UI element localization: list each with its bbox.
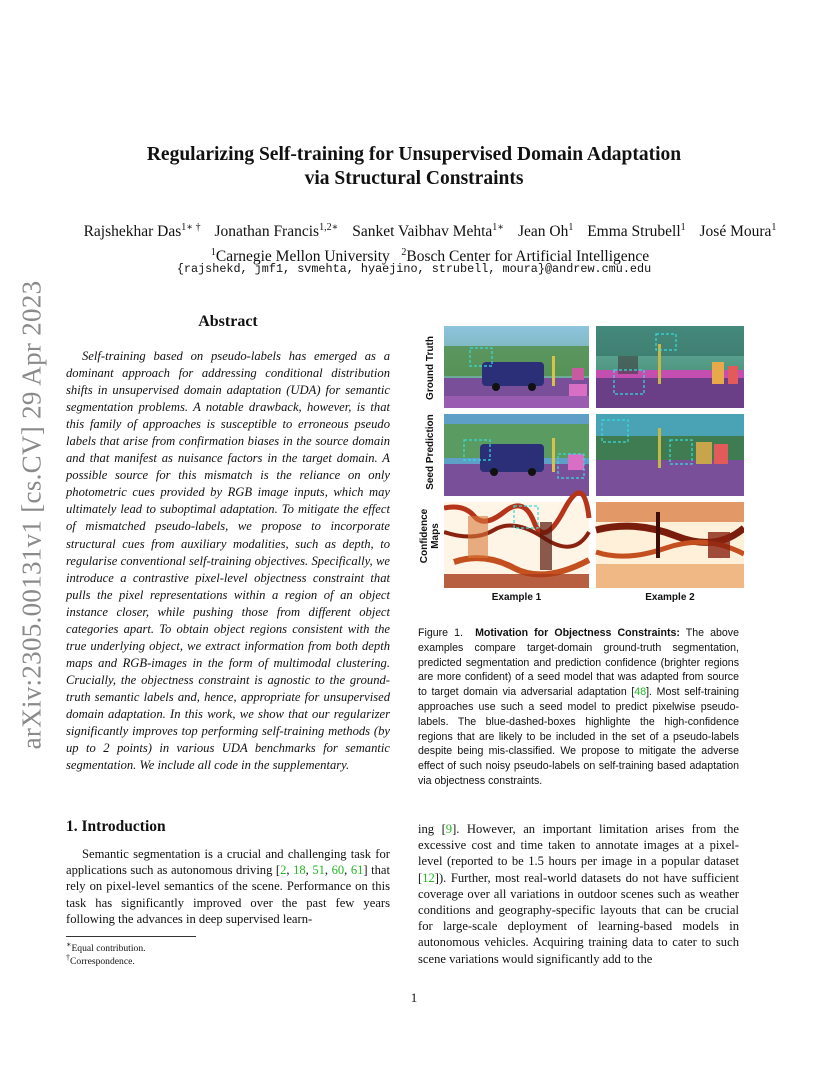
citation-link[interactable]: 51 [312,863,325,878]
footnote-1: ∗Equal contribution. [66,940,146,955]
affiliations: $^1$Carnegie Mellon University $^2$Bosch Center for Artificial Intelligence [210,247,650,266]
author: Sanket Vaibhav Mehta$^{1∗}$ [352,222,505,241]
page-number: 1 [410,990,418,1005]
arxiv-id: arXiv:2305.00131v1 [cs.CV] 29 Apr 2023 [16,280,47,750]
figure-caption: Figure 1. Motivation for Objectness Constraints: The above examples compare target-domain ground-truth segmentation, predicted segmentation and prediction confidence (brighter regions are more confident) of a seed model that was adapted from source to target domain via adversarial adaptation [48]. Most self-training approaches use such a seed model to predict pixelwise pseudo-labels. The blue-dashed-boxes highlighte the high-confidence regions that are likely to be included in the set of a pseudo-labels despite being mis-classified. We propose to mitigate the adverse effect of such noisy pseudo-labels on self-training based adaptation via objectness constraints. [418,627,739,787]
citation-link[interactable]: 12 [422,870,435,885]
abstract-heading: Abstract [198,313,258,330]
citation-link[interactable]: 9 [445,822,453,836]
figure-1 [414,326,744,611]
author: Rajshekhar Das$^{1∗ \dagger}$ [83,222,201,241]
author-emails: {rajshekd, jmf1, svmehta, hyaejino, strubell, moura}@andrew.cmu.edu [176,262,652,276]
seed-example-2 [596,414,744,496]
author: Jean Oh$^1$ [517,222,574,241]
citation-link[interactable]: 60 [331,863,345,878]
footnote-2: †Correspondence. [66,953,135,968]
footnote-divider [66,936,196,937]
row-label-seed-prediction: Seed Prediction [424,414,436,490]
col-label-example-2: Example 2 [645,592,695,603]
conf-example-2 [596,502,744,588]
row-label-confidence-maps: Confidence Maps [419,508,441,564]
citation-link[interactable]: 18 [293,863,306,878]
gt-example-1 [444,326,589,408]
citation-link[interactable]: 61 [350,863,364,878]
caption-bold: Motivation for Objectness Constraints: [475,627,680,639]
col-label-example-1: Example 1 [491,592,542,603]
abstract-text: Self-training based on pseudo-labels has emerged as a dominant approach for addressing conditional distribution shifts in unsupervised domain adaptation (UDA) for semantic segmentation problems. A notable drawback, however, is that this family of approaches is susceptible to erroneous pseudo labels that arise from confirmation biases in the source domain and that manifest as nuisance factors in the target domain. A possible source for this mismatch is the reliance on only photometric cues provided by RGB image inputs, which may ultimately lead to suboptimal adaptation. To mitigate the effect of mismatched pseudo-labels, we propose to incorporate structural cues from auxiliary modalities, such as depth, to regularise conventional self-training objectives. Specifically, we introduce a contrastive pixel-level objectness constraint that pulls the pixel representations within a region of an object instance closer, while pushing those from different object categories apart. To obtain object regions consistent with the true underlying object, we extract information from both depth maps and RGB-images in the form of multimodal clustering. Crucially, the objectness constraint is agnostic to the ground-truth semantic labels and, hence, appropriate for unsupervised domain adaptation. In this work, we show that our regularizer significantly improves top performing self-training methods (by up to 2 points) in various UDA benchmarks for semantic segmentation. We include all code in the supplementary. [66,349,390,773]
caption-label: Figure 1. [418,627,463,639]
paper-title [70,143,758,191]
intro-paragraph-left: Semantic segmentation is a crucial and challenging task for applications such as autonomous driving [2, 18, 51, 60, 61] that rely on pixel-level semantics of the scene. Performance on this task has significantly improved over the past few years following the advances in deep supervised learn- [66,847,390,926]
affiliation-2: Bosch Center for Artificial Intelligence [406,248,650,266]
author: José Moura$^1$ [699,222,777,241]
gt-example-2 [596,326,744,408]
title-line-1: Regularizing Self-training for Unsupervised Domain Adaptation [146,144,682,165]
seed-example-1 [444,414,589,496]
figure-panels [444,326,744,588]
author-list [60,217,800,242]
conf-example-1 [444,493,589,588]
section-heading-introduction: 1. Introduction [66,818,166,835]
intro-paragraph-right: ing [9]. However, an important limitation arises from the excessive cost and time taken to annotate images at a pixel-level (reported to be 1.5 hours per image in a popular dataset [12]). Further, most real-world datasets do not have sufficient coverage over all variations in outdoor scenes such as weather conditions and geography-specific layouts that can be crucial for large-scale deployment of learning-based models in autonomous vehicles. Acquiring training data to cater to such scene variations would significantly add to the [418,822,739,966]
author-block [60,217,800,267]
title-line-2: via Structural Constraints [304,168,524,189]
citation-link[interactable]: 2 [280,863,287,878]
arxiv-stamp [14,270,50,760]
citation-link[interactable]: 48 [634,686,647,699]
row-label-ground-truth: Ground Truth [424,336,436,400]
author: Emma Strubell$^1$ [587,222,686,241]
author: Jonathan Francis$^{1,2∗}$ [214,222,339,241]
affiliation-1: Carnegie Mellon University [215,248,390,266]
